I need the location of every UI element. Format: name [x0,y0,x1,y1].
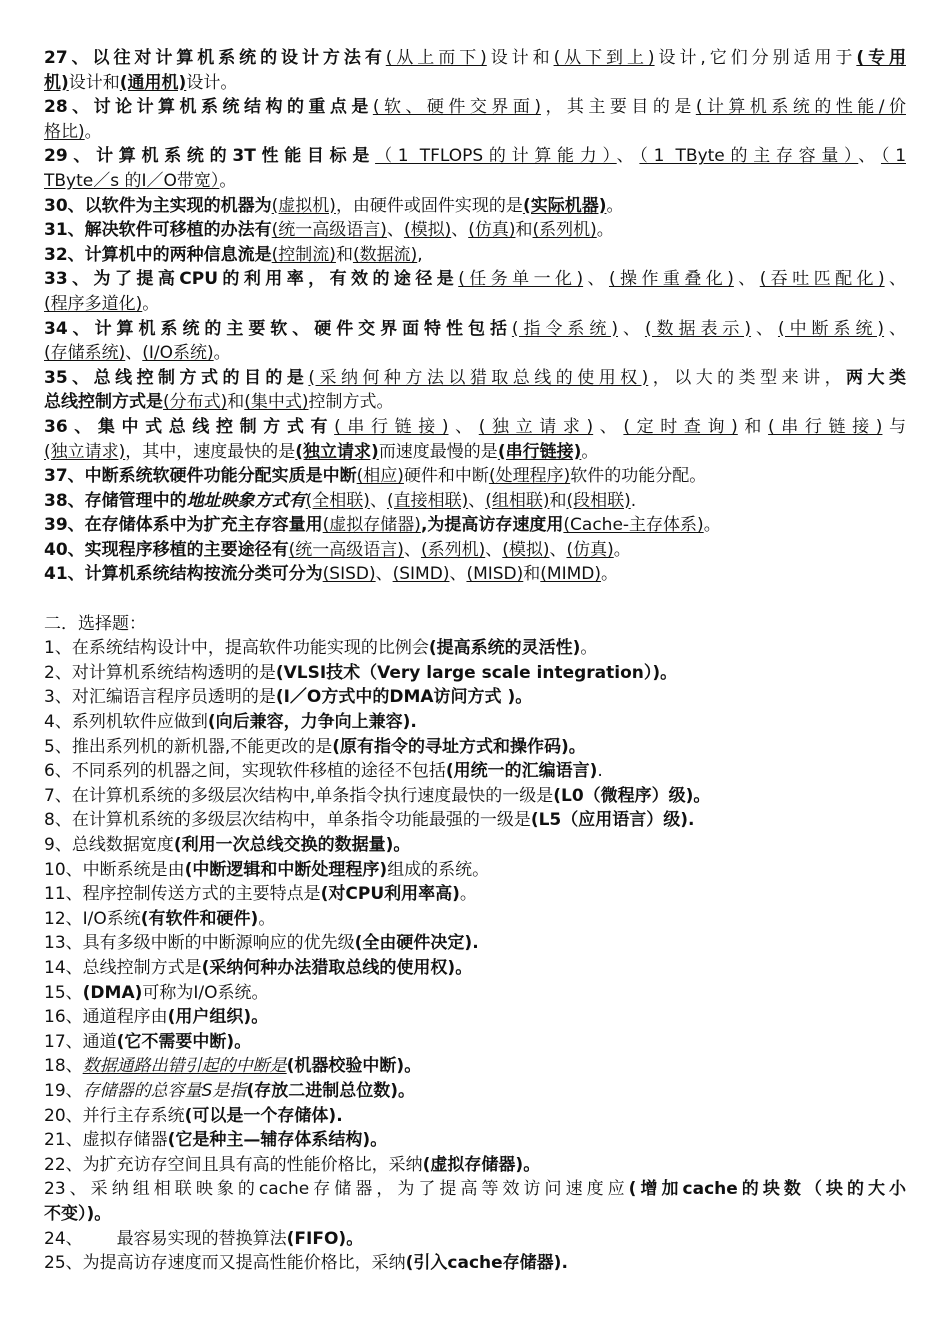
c13-answer: (全由硬件决定) [354,933,473,954]
q29-line1 [44,144,906,169]
c12-end: 。 [258,908,276,929]
c7-end: 。 [693,785,711,806]
c6-end: . [597,761,603,782]
c7 [44,784,906,809]
q41-end: 。 [601,564,618,585]
c10-end: 组成的系统。 [387,859,490,880]
c16 [44,1005,906,1030]
q30-end: 。 [606,195,624,216]
c14-stem: 14、总线控制方式是 [44,957,202,978]
q38-answer3: (组相联) [485,490,550,511]
q27-text: 设计和 [486,48,554,68]
c11-answer: (对CPU利用率高) [320,884,460,905]
c25-answer: (引入cache存储器) [405,1253,562,1274]
c19-end: 。 [397,1080,415,1101]
q39-answer1: (虚拟存储器) [322,515,421,536]
q30-stem: 30、以软件为主实现的机器为 [44,195,272,216]
q36-answer4: (串行链接) [768,416,883,437]
c15 [44,981,906,1006]
c20-stem: 20、并行主存系统 [44,1105,185,1126]
c25 [44,1251,906,1276]
c13 [44,931,906,956]
section-heading-choice: 二．选择题： [44,613,146,634]
q27-text2: 设计,它们分别适用于 [654,48,857,68]
q39-answer2: (Cache-主存体系) [563,515,704,536]
q41-answer3: (MISD) [466,564,524,585]
c14 [44,956,906,981]
c10-answer: (中断逻辑和中断处理程序) [184,859,388,880]
q35-text: ，以大的类型来讲， [648,367,847,388]
q31-and: 和 [515,220,533,241]
c21-end: 。 [370,1130,388,1151]
c24-num: 24、 [44,1228,83,1249]
c25-end: . [561,1253,568,1274]
c22-stem: 22、为扩充访存空间且具有高的性能价格比，采纳 [44,1154,423,1175]
c15-end: 可称为I/O系统。 [142,982,269,1003]
q41-sep1: 、 [375,564,393,585]
c16-end: 。 [251,1007,269,1028]
c14-end: 。 [455,957,473,978]
q36-fastest: (独立请求) [295,441,379,462]
q38-end: . [630,490,637,511]
q28-answer2: (计算机系统的性能/价 [695,97,906,118]
q28-end: 。 [84,121,102,142]
c12 [44,907,906,932]
q38-and: 和 [549,490,567,511]
q40-sep2: 、 [485,539,503,560]
c15-answer: (DMA) [82,982,143,1003]
q35-answer1: (采纳何种方法以猎取总线的使用权) [308,367,649,388]
q33-answer2: (操作重叠化) [608,269,734,290]
q32-answer1: (控制流) [271,244,336,265]
c8-answer: (L5（应用语言）级) [530,810,689,831]
q34-sep4: 、 [125,343,143,364]
q41-answer4: (MIMD) [540,564,601,585]
q38-answer4: (段相联) [566,490,631,511]
q28-line2 [44,120,906,145]
q36-answer1: (串行链接) [334,416,449,437]
c18-answer: (机器校验中断) [286,1056,405,1077]
q31 [44,218,906,243]
q30-text: ，由硬件或固件实现的是 [335,195,523,216]
c18-end: 。 [404,1056,422,1077]
q31-answer2: (模拟) [403,220,452,241]
q29-line2 [44,169,906,194]
c19-num: 19、 [44,1080,83,1101]
q33-sep3: 、 [884,269,906,290]
q34-answer2: (数据表示) [644,318,752,339]
q31-answer3: (仿真) [468,220,516,241]
c1-answer: (提高系统的灵活性) [428,638,581,659]
c11-end: 。 [459,884,477,905]
q32-answer2: (数据流) [352,244,418,265]
q27-text4: 设计。 [186,72,238,93]
c6-answer: (用统一的汇编语言) [445,761,598,782]
c3 [44,685,906,710]
q35-answer3: (集中式) [244,392,309,413]
q27-answer2: (从下到上) [553,48,655,68]
q40-answer1: (统一高级语言) [288,539,404,560]
q31-answer4: (系列机) [532,220,597,241]
c5-answer: (原有指令的寻址方式和操作码) [332,736,569,757]
q33-end: 。 [142,293,160,314]
q38-stem-italic: 地址映象方式有 [186,490,306,511]
c4-stem: 4、系列机软件应做到 [44,712,208,733]
c10-stem: 10、中断系统是由 [44,859,185,880]
q33-sep2: 、 [733,269,760,290]
q28-text: ，其主要目的是 [540,97,696,118]
q40-sep3: 、 [549,539,567,560]
q38-sep1: 、 [369,490,387,511]
q35-and: 和 [227,392,245,413]
q34-answer5: (I/O系统) [142,343,214,364]
c9 [44,833,906,858]
q31-end: 。 [596,220,614,241]
q35-stem: 35、总线控制方式的目的是 [44,367,309,388]
q36-line1 [44,415,906,440]
q36-slowest: (串行链接) [497,441,582,462]
c23-line2 [44,1202,906,1227]
q40-sep1: 、 [403,539,421,560]
q37-end: 软件的功能分配。 [570,466,707,487]
q30-answer2: (实际机器) [522,195,607,216]
q29-stem: 29、计算机系统的3T性能目标是 [44,146,376,167]
q35-end: 控制方式。 [308,392,394,413]
q34-sep1: 、 [618,318,645,339]
c24-end: 。 [346,1228,364,1249]
q39-stem: 39、在存储体系中为扩充主存容量用 [44,515,323,536]
c19-answer: (存放二进制总位数) [246,1080,398,1101]
c5 [44,735,906,760]
q28-line1 [44,95,906,120]
c23-answer-cont: 不变）) [44,1203,95,1224]
c12-answer: (有软件和硬件) [140,908,259,929]
q29-answer2: （1 TByte的主存容量） [639,146,859,167]
c21 [44,1128,906,1153]
q38-stem: 38、存储管理中的 [44,490,187,511]
c8-end: . [688,810,695,831]
c6 [44,759,906,784]
q29-sep2: 、 [858,146,881,167]
c3-answer: (I／O方式中的DMA访问方式 ) [275,687,516,708]
c17-end: 。 [234,1031,252,1052]
q36-answer2: (独立请求) [478,416,594,437]
c22 [44,1153,906,1178]
c2-stem: 2、对计算机系统结构透明的是 [44,662,276,683]
c19 [44,1079,906,1104]
q27-line2 [44,71,906,96]
q39-end: 。 [703,515,721,536]
c20-answer: (可以是一个存储体) [184,1105,337,1126]
q39 [44,513,906,538]
c17-stem: 17、通道 [44,1031,117,1052]
c21-answer: (它是种主—辅存体系结构) [167,1130,371,1151]
c7-stem: 7、在计算机系统的多级层次结构中,单条指令执行速度最快的一级是 [44,785,554,806]
c16-answer: (用户组织) [167,1007,252,1028]
c2 [44,661,906,686]
q41-sep2: 、 [449,564,467,585]
c23-answer: (增加cache的块数（块的大小 [628,1179,906,1200]
c3-stem: 3、对汇编语言程序员透明的是 [44,687,276,708]
q40-end: 。 [613,539,631,560]
q36-end: 。 [581,441,599,462]
q37-answer2: (处理程序) [488,466,571,487]
c18-stem: 数据通路出错引起的中断是 [82,1056,287,1077]
q29-answer3-cont: TByte／s 的I／O带宽） [44,170,220,191]
q35-answer2: (分布式) [163,392,228,413]
c2-answer: (VLSI技术（Very large scale integration）) [275,662,661,683]
c9-stem: 9、总线数据宽度 [44,835,174,855]
c11-stem: 11、程序控制传送方式的主要特点是 [44,884,321,905]
c21-stem: 21、虚拟存储器 [44,1130,168,1151]
q33-sep1: 、 [583,269,609,290]
q32-end: , [417,244,423,265]
c22-answer: (虚拟存储器) [422,1154,524,1175]
q29-sep1: 、 [616,146,640,167]
q41-answer2: (SIMD) [392,564,450,585]
q38-answer2: (直接相联) [386,490,469,511]
q38-answer1: (全相联) [305,490,370,511]
q33-answer4: (程序多道化) [44,293,143,314]
c23-end: 。 [94,1203,112,1224]
q34-end: 。 [213,343,231,364]
c19-stem: 存储器的总容量S是指 [82,1080,247,1101]
q32 [44,243,906,268]
section-spacer [44,587,906,612]
c17 [44,1030,906,1055]
q34-sep3: 、 [884,318,906,339]
c24 [44,1227,906,1252]
q37-stem: 37、中断系统软硬件功能分配实质是中断 [44,466,357,487]
q29-end: 。 [219,170,237,191]
q33-answer1: (任务单一化) [458,269,584,290]
c4-answer: (向后兼容，力争向上兼容) [207,712,411,733]
q30 [44,194,906,219]
q27-answer4: (通用机) [119,72,187,93]
q28-answer1: (软、硬件交界面) [372,97,541,118]
c7-answer: (L0（微程序）级) [553,785,694,806]
q27-stem: 27、以往对计算机系统的设计方法有 [44,48,386,68]
c15-stem: 15、 [44,982,83,1003]
c1 [44,636,906,661]
c1-stem: 1、在系统结构设计中，提高软件功能实现的比例会 [44,638,429,659]
q31-answer1: (统一高级语言) [271,220,387,241]
q28-stem: 28、讨论计算机系统结构的重点是 [44,97,373,118]
q33-stem: 33、为了提高CPU的利用率，有效的途径是 [44,269,459,290]
q36-answer3: (定时查询) [623,416,738,437]
c13-end: . [472,933,479,954]
q33-line1 [44,267,906,292]
q40-answer2: (系列机) [420,539,486,560]
c3-end: 。 [515,687,533,708]
q41-answer1: (SISD) [322,564,376,585]
c12-stem: 12、I/O系统 [44,908,141,929]
q39-stem2: ,为提高访存速度用 [420,515,564,536]
q34-stem: 34、计算机系统的主要软、硬件交界面特性包括 [44,318,512,339]
c23-stem: 23、采纳组相联映象的cache存储器，为了提高等效访问速度应 [44,1179,629,1200]
q35-line1 [44,366,906,391]
c9-answer: (利用一次总线交换的数据量) [173,835,394,855]
q38-sep2: 、 [468,490,486,511]
q36-text1: ，其中，速度最快的是 [125,441,296,462]
c9-end: 。 [393,835,411,855]
q34-answer1: (指令系统) [511,318,618,339]
c5-stem: 5、推出系列机的新机器,不能更改的是 [44,736,333,757]
q36-text2: 而速度最慢的是 [378,441,498,462]
c6-stem: 6、不同系列的机器之间，实现软件移植的途径不包括 [44,761,446,782]
q38 [44,489,906,514]
c13-stem: 13、具有多级中断的中断源响应的优先级 [44,933,355,954]
q27-answer1: (从上而下) [385,48,487,68]
q35-stem2: 两大类 [846,367,906,388]
q36-sep1: 、 [448,416,479,437]
q33-answer3: (吞吐匹配化) [759,269,885,290]
q35-line2 [44,390,906,415]
q35-stem2-cont: 总线控制方式是 [44,392,163,413]
q27-line1 [44,46,906,71]
q27-answer3: (专用 [856,48,906,68]
q34-line2 [44,341,906,366]
q31-sep2: 、 [451,220,469,241]
q29-answer1: （1 TFLOPS的计算能力） [375,146,617,167]
c20 [44,1104,906,1129]
c4-end: . [410,712,417,733]
q27-answer3-cont: 机) [44,72,69,93]
c1-end: 。 [580,638,598,659]
q36-sep2: 、 [593,416,624,437]
c8-stem: 8、在计算机系统的多级层次结构中，单条指令功能最强的一级是 [44,810,531,831]
q34-line1 [44,317,906,342]
c4 [44,710,906,735]
c2-end: 。 [660,662,678,683]
c18-num: 18、 [44,1056,83,1077]
q27-text3: 设计和 [68,72,120,93]
c24-stem: 最容易实现的替换算法 [116,1228,287,1249]
q40 [44,538,906,563]
q30-answer1: (虚拟机) [271,195,336,216]
q32-stem: 32、计算机中的两种信息流是 [44,244,272,265]
q36-line2 [44,440,906,465]
c24-answer: (FIFO) [286,1228,347,1249]
q33-line2 [44,292,906,317]
c22-end: 。 [523,1154,541,1175]
q41 [44,562,906,587]
c20-end: . [336,1105,343,1126]
q36-with: 与 [882,416,906,437]
q37-answer1: (相应) [356,466,404,487]
q40-answer4: (仿真) [566,539,614,560]
q41-and: 和 [523,564,541,585]
q41-stem: 41、计算机系统结构按流分类可分为 [44,564,323,585]
q34-sep2: 、 [751,318,778,339]
c23-line1 [44,1177,906,1202]
q37 [44,464,906,489]
c14-answer: (采纳何种办法猎取总线的使用权) [201,957,456,978]
q31-stem: 31、解决软件可移植的办法有 [44,220,272,241]
c10 [44,858,906,883]
q37-text: 硬件和中断 [403,466,489,487]
q36-stem: 36、集中式总线控制方式有 [44,416,335,437]
c8 [44,808,906,833]
q40-answer3: (模拟) [502,539,550,560]
c25-stem: 25、为提高访存速度而又提高性能价格比，采纳 [44,1253,406,1274]
q36-answer5: (独立请求) [44,441,126,462]
c18 [44,1054,906,1079]
q29-answer3: （1 [880,146,906,167]
q34-answer4: (存储系统) [44,343,126,364]
q32-and: 和 [335,244,353,265]
c11 [44,882,906,907]
q31-sep1: 、 [386,220,404,241]
c17-answer: (它不需要中断) [116,1031,235,1052]
q28-answer2-cont: 格比) [44,121,85,142]
c16-stem: 16、通道程序由 [44,1007,168,1028]
q36-and: 和 [737,416,769,437]
q40-stem: 40、实现程序移植的主要途径有 [44,539,289,560]
q34-answer3: (中断系统) [777,318,885,339]
c5-end: 。 [568,736,586,757]
